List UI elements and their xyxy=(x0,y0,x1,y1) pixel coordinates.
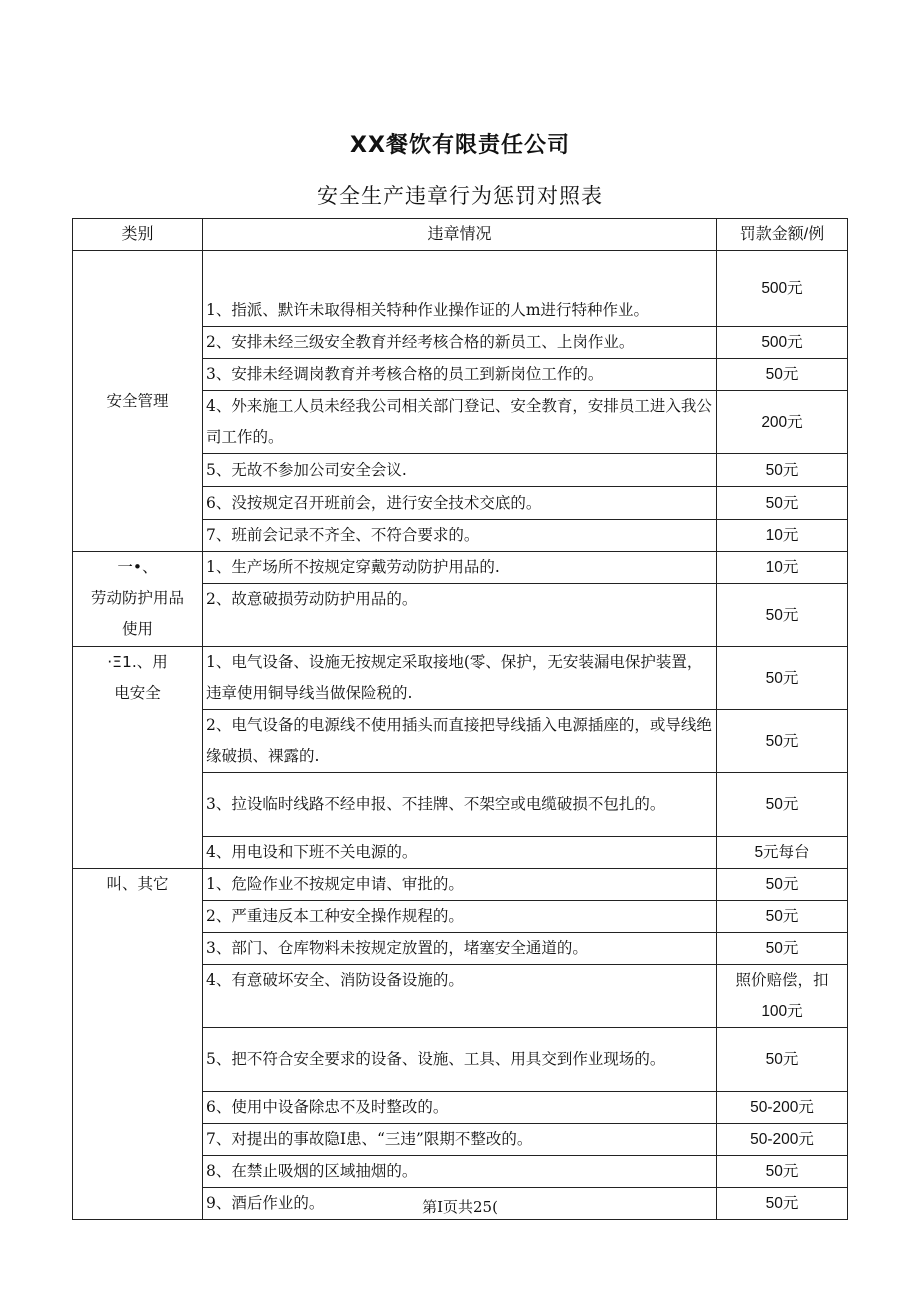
fine-text: 照价赔偿，扣 xyxy=(735,972,829,989)
fine-cell: 50元 xyxy=(717,901,848,933)
category-label: 安全管理 xyxy=(106,391,169,410)
fine-cell: 50元 xyxy=(717,584,848,647)
fine-cell: 50-200元 xyxy=(717,1092,848,1124)
fine-cell: 50元 xyxy=(717,773,848,837)
header-violation: 违章情况 xyxy=(203,219,717,251)
category-label: ·Ξ1.、用 xyxy=(107,653,168,671)
fine-cell: 10元 xyxy=(717,552,848,584)
fine-cell: 5元每台 xyxy=(717,837,848,869)
category-label: 叫、其它 xyxy=(106,875,169,893)
category-label: 一•、 xyxy=(117,558,158,576)
violation-cell: 8、在禁止吸烟的区域抽烟的。 xyxy=(203,1156,717,1188)
violation-cell: 7、班前会记录不齐全、不符合要求的。 xyxy=(203,520,717,552)
violation-cell: 4、有意破坏安全、消防设备设施的。 xyxy=(203,965,717,1028)
violation-cell: 6、使用中设备除忠不及时整改的。 xyxy=(203,1092,717,1124)
fine-cell: 50元 xyxy=(717,1028,848,1092)
category-cell xyxy=(73,552,203,647)
header-category: 类别 xyxy=(73,219,203,251)
header-row xyxy=(73,219,848,251)
fine-cell: 50-200元 xyxy=(717,1124,848,1156)
category-label: 电安全 xyxy=(114,684,161,702)
violation-cell: 7、对提出的事故隐I患、“三违”限期不整改的。 xyxy=(203,1124,717,1156)
header-fine: 罚款金额/例 xyxy=(717,219,848,251)
fine-text: 100元 xyxy=(761,1003,803,1020)
violation-cell: 2、故意破损劳动防护用品的。 xyxy=(203,584,717,647)
company-title: XX餐饮有限责任公司 xyxy=(350,133,570,158)
violation-cell: 4、用电设和下班不关电源的。 xyxy=(203,837,717,869)
violation-cell: 5、把不符合安全要求的设备、设施、工具、用具交到作业现场的。 xyxy=(203,1028,717,1092)
category-label: 使用 xyxy=(121,620,153,638)
violation-cell: 3、安排未经调岗教育并考核合格的员工到新岗位工作的。 xyxy=(203,359,717,391)
category-cell xyxy=(73,647,203,869)
fine-cell: 50元 xyxy=(717,1156,848,1188)
fine-cell: 50元 xyxy=(717,647,848,710)
fine-cell: 50元 xyxy=(717,710,848,773)
fine-cell xyxy=(717,965,848,1028)
violation-cell: 4、外来施工人员未经我公司相关部门登记、安全教育，安排员工进入我公司工作的。 xyxy=(203,391,717,454)
category-cell xyxy=(73,251,203,552)
fine-cell: 50元 xyxy=(717,869,848,901)
violation-cell: 3、部门、仓库物料未按规定放置的，堵塞安全通道的。 xyxy=(203,933,717,965)
table-row xyxy=(73,869,848,901)
fine-cell: 50元 xyxy=(717,933,848,965)
table-row xyxy=(73,647,848,710)
fine-cell: 50元 xyxy=(717,359,848,391)
violation-cell: 1、指派、默许未取得相关特种作业操作证的人m进行特种作业。 xyxy=(203,251,717,327)
category-cell xyxy=(73,869,203,1220)
fine-cell: 50元 xyxy=(717,487,848,520)
violation-cell: 9、酒后作业的。 xyxy=(203,1188,717,1220)
fine-cell: 50元 xyxy=(717,1188,848,1220)
fine-cell: 10元 xyxy=(717,520,848,552)
fine-cell: 50元 xyxy=(717,454,848,487)
violation-cell: 2、严重违反本工种安全操作规程的。 xyxy=(203,901,717,933)
violation-cell: 5、无故不参加公司安全会议. xyxy=(203,454,717,487)
table-row xyxy=(73,552,848,584)
fine-cell: 500元 xyxy=(717,327,848,359)
violation-cell: 1、生产场所不按规定穿戴劳动防护用品的. xyxy=(203,552,717,584)
violation-cell: 1、电气设备、设施无按规定采取接地(零、保护，无安装漏电保护装置，违章使用铜导线当做保险税的. xyxy=(203,647,717,710)
table-title: 安全生产违章行为惩罚对照表 xyxy=(317,184,603,208)
table-row xyxy=(73,251,848,327)
violation-cell: 2、安排未经三级安全教育并经考核合格的新员工、上岗作业。 xyxy=(203,327,717,359)
page-footer: 第I页共25( xyxy=(422,1198,498,1216)
violation-cell: 1、危险作业不按规定申请、审批的。 xyxy=(203,869,717,901)
violation-cell: 2、电气设备的电源线不使用插头而直接把导线插入电源插座的，或导线绝缘破损、裸露的. xyxy=(203,710,717,773)
fine-cell: 500元 xyxy=(717,251,848,327)
penalty-table xyxy=(72,218,848,1220)
category-label: 劳动防护用品 xyxy=(90,589,184,607)
violation-cell: 3、拉设临时线路不经申报、不挂牌、不架空或电缆破损不包扎的。 xyxy=(203,773,717,837)
fine-cell: 200元 xyxy=(717,391,848,454)
violation-cell: 6、没按规定召开班前会，进行安全技术交底的。 xyxy=(203,487,717,520)
